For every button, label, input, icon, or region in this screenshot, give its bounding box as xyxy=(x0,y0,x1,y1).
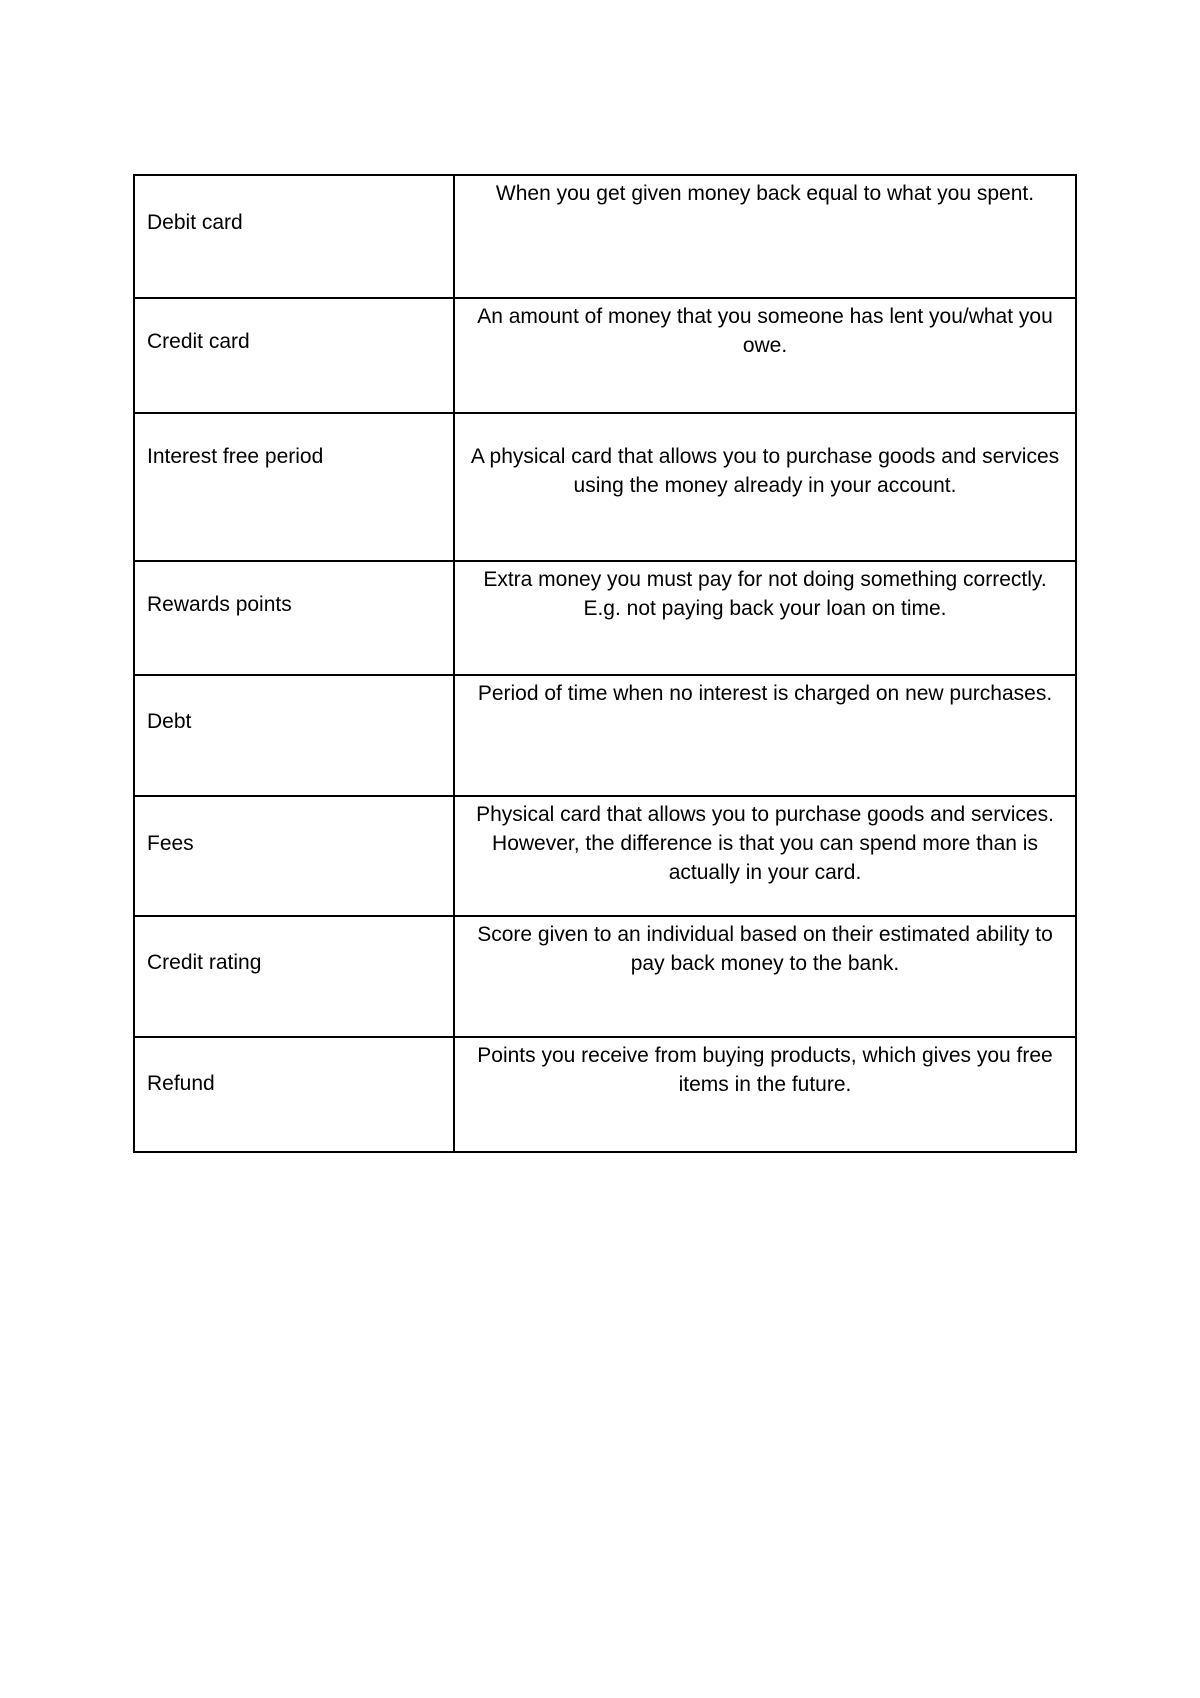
definition-cell: Points you receive from buying products, which gives you free items in the future. xyxy=(454,1037,1076,1152)
term-cell: Debt xyxy=(134,675,454,796)
definition-cell: A physical card that allows you to purchase goods and services using the money already in your account. xyxy=(454,413,1076,561)
term-cell: Fees xyxy=(134,796,454,916)
table-row xyxy=(134,561,1076,675)
definition-cell: Period of time when no interest is charged on new purchases. xyxy=(454,675,1076,796)
table-row xyxy=(134,413,1076,561)
term-cell: Credit card xyxy=(134,298,454,413)
definition-cell: Score given to an individual based on their estimated ability to pay back money to the bank. xyxy=(454,916,1076,1037)
table-row xyxy=(134,1037,1076,1152)
table-row xyxy=(134,675,1076,796)
table-row xyxy=(134,298,1076,413)
table-row xyxy=(134,175,1076,298)
term-definition-table xyxy=(133,174,1077,1153)
table-row xyxy=(134,916,1076,1037)
term-cell: Rewards points xyxy=(134,561,454,675)
term-cell: Refund xyxy=(134,1037,454,1152)
term-cell: Debit card xyxy=(134,175,454,298)
definition-cell: When you get given money back equal to what you spent. xyxy=(454,175,1076,298)
definition-cell: An amount of money that you someone has lent you/what you owe. xyxy=(454,298,1076,413)
term-cell: Interest free period xyxy=(134,413,454,561)
term-cell: Credit rating xyxy=(134,916,454,1037)
definition-cell: Extra money you must pay for not doing something correctly. E.g. not paying back your loan on time. xyxy=(454,561,1076,675)
table-row xyxy=(134,796,1076,916)
definition-cell: Physical card that allows you to purchase goods and services. However, the difference is that you can spend more than is actually in your card. xyxy=(454,796,1076,916)
